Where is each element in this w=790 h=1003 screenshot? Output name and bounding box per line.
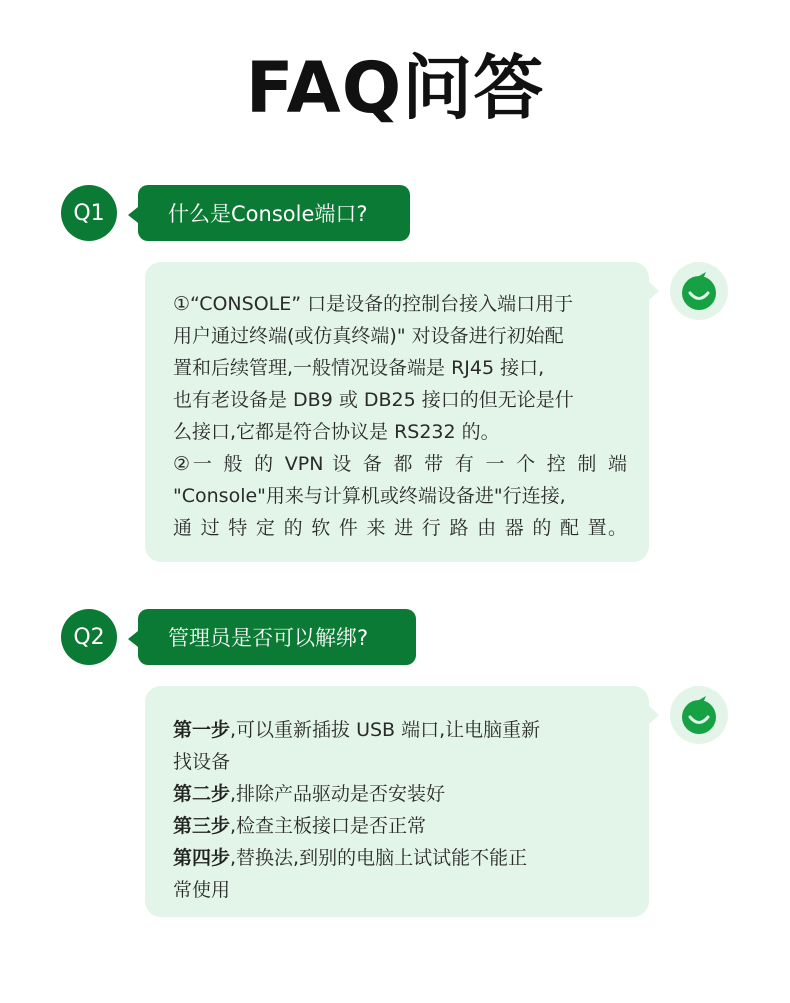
page-title: FAQ问答 xyxy=(245,47,545,129)
answer-line: 用户通过终端(或仿真终端)" 对设备进行初始配 xyxy=(173,325,564,347)
answer-line: 么接口,它都是符合协议是 RS232 的。 xyxy=(173,421,500,443)
question-text: 什么是Console端口? xyxy=(168,202,368,226)
smiley-face-icon xyxy=(670,686,728,744)
answer-step xyxy=(173,746,627,778)
answer-step xyxy=(173,714,627,746)
step-label: 第四步 xyxy=(173,847,231,869)
answer-line: 置和后续管理,一般情况设备端是 RJ45 接口, xyxy=(173,357,545,379)
question-label-badge: Q2 xyxy=(61,609,117,665)
question-bubble xyxy=(138,185,410,241)
answer-bubble xyxy=(145,686,649,917)
answer-step xyxy=(173,810,627,842)
answer-step xyxy=(173,874,627,906)
step-label: 第二步 xyxy=(173,783,231,805)
step-label: 第一步 xyxy=(173,719,231,741)
question-bubble xyxy=(138,609,416,665)
step-text: 找设备 xyxy=(173,751,231,773)
smiley-face-icon xyxy=(670,262,728,320)
step-text: 常使用 xyxy=(173,879,231,901)
answer-step xyxy=(173,842,627,874)
answer-line: "Console"用来与计算机或终端设备进"行连接, xyxy=(173,485,566,507)
question-label-badge: Q1 xyxy=(61,185,117,241)
step-text: ,替换法,到别的电脑上试试能不能正 xyxy=(230,847,528,869)
answer-line: ①“CONSOLE” 口是设备的控制台接入端口用于 xyxy=(173,293,574,315)
step-text: ,检查主板接口是否正常 xyxy=(230,815,427,837)
answer-line: 也有老设备是 DB9 或 DB25 接口的但无论是什 xyxy=(173,389,574,411)
answer-step xyxy=(173,778,627,810)
question-text: 管理员是否可以解绑? xyxy=(168,626,369,650)
answer-bubble xyxy=(145,262,649,562)
answer-line: ②一 般 的 VPN 设 备 都 带 有 一 个 控 制 端 xyxy=(173,453,627,475)
step-label: 第三步 xyxy=(173,815,231,837)
step-text: ,排除产品驱动是否安装好 xyxy=(230,783,446,805)
step-text: ,可以重新插拔 USB 端口,让电脑重新 xyxy=(230,719,541,741)
answer-line: 通 过 特 定 的 软 件 来 进 行 路 由 器 的 配 置。 xyxy=(173,517,627,539)
